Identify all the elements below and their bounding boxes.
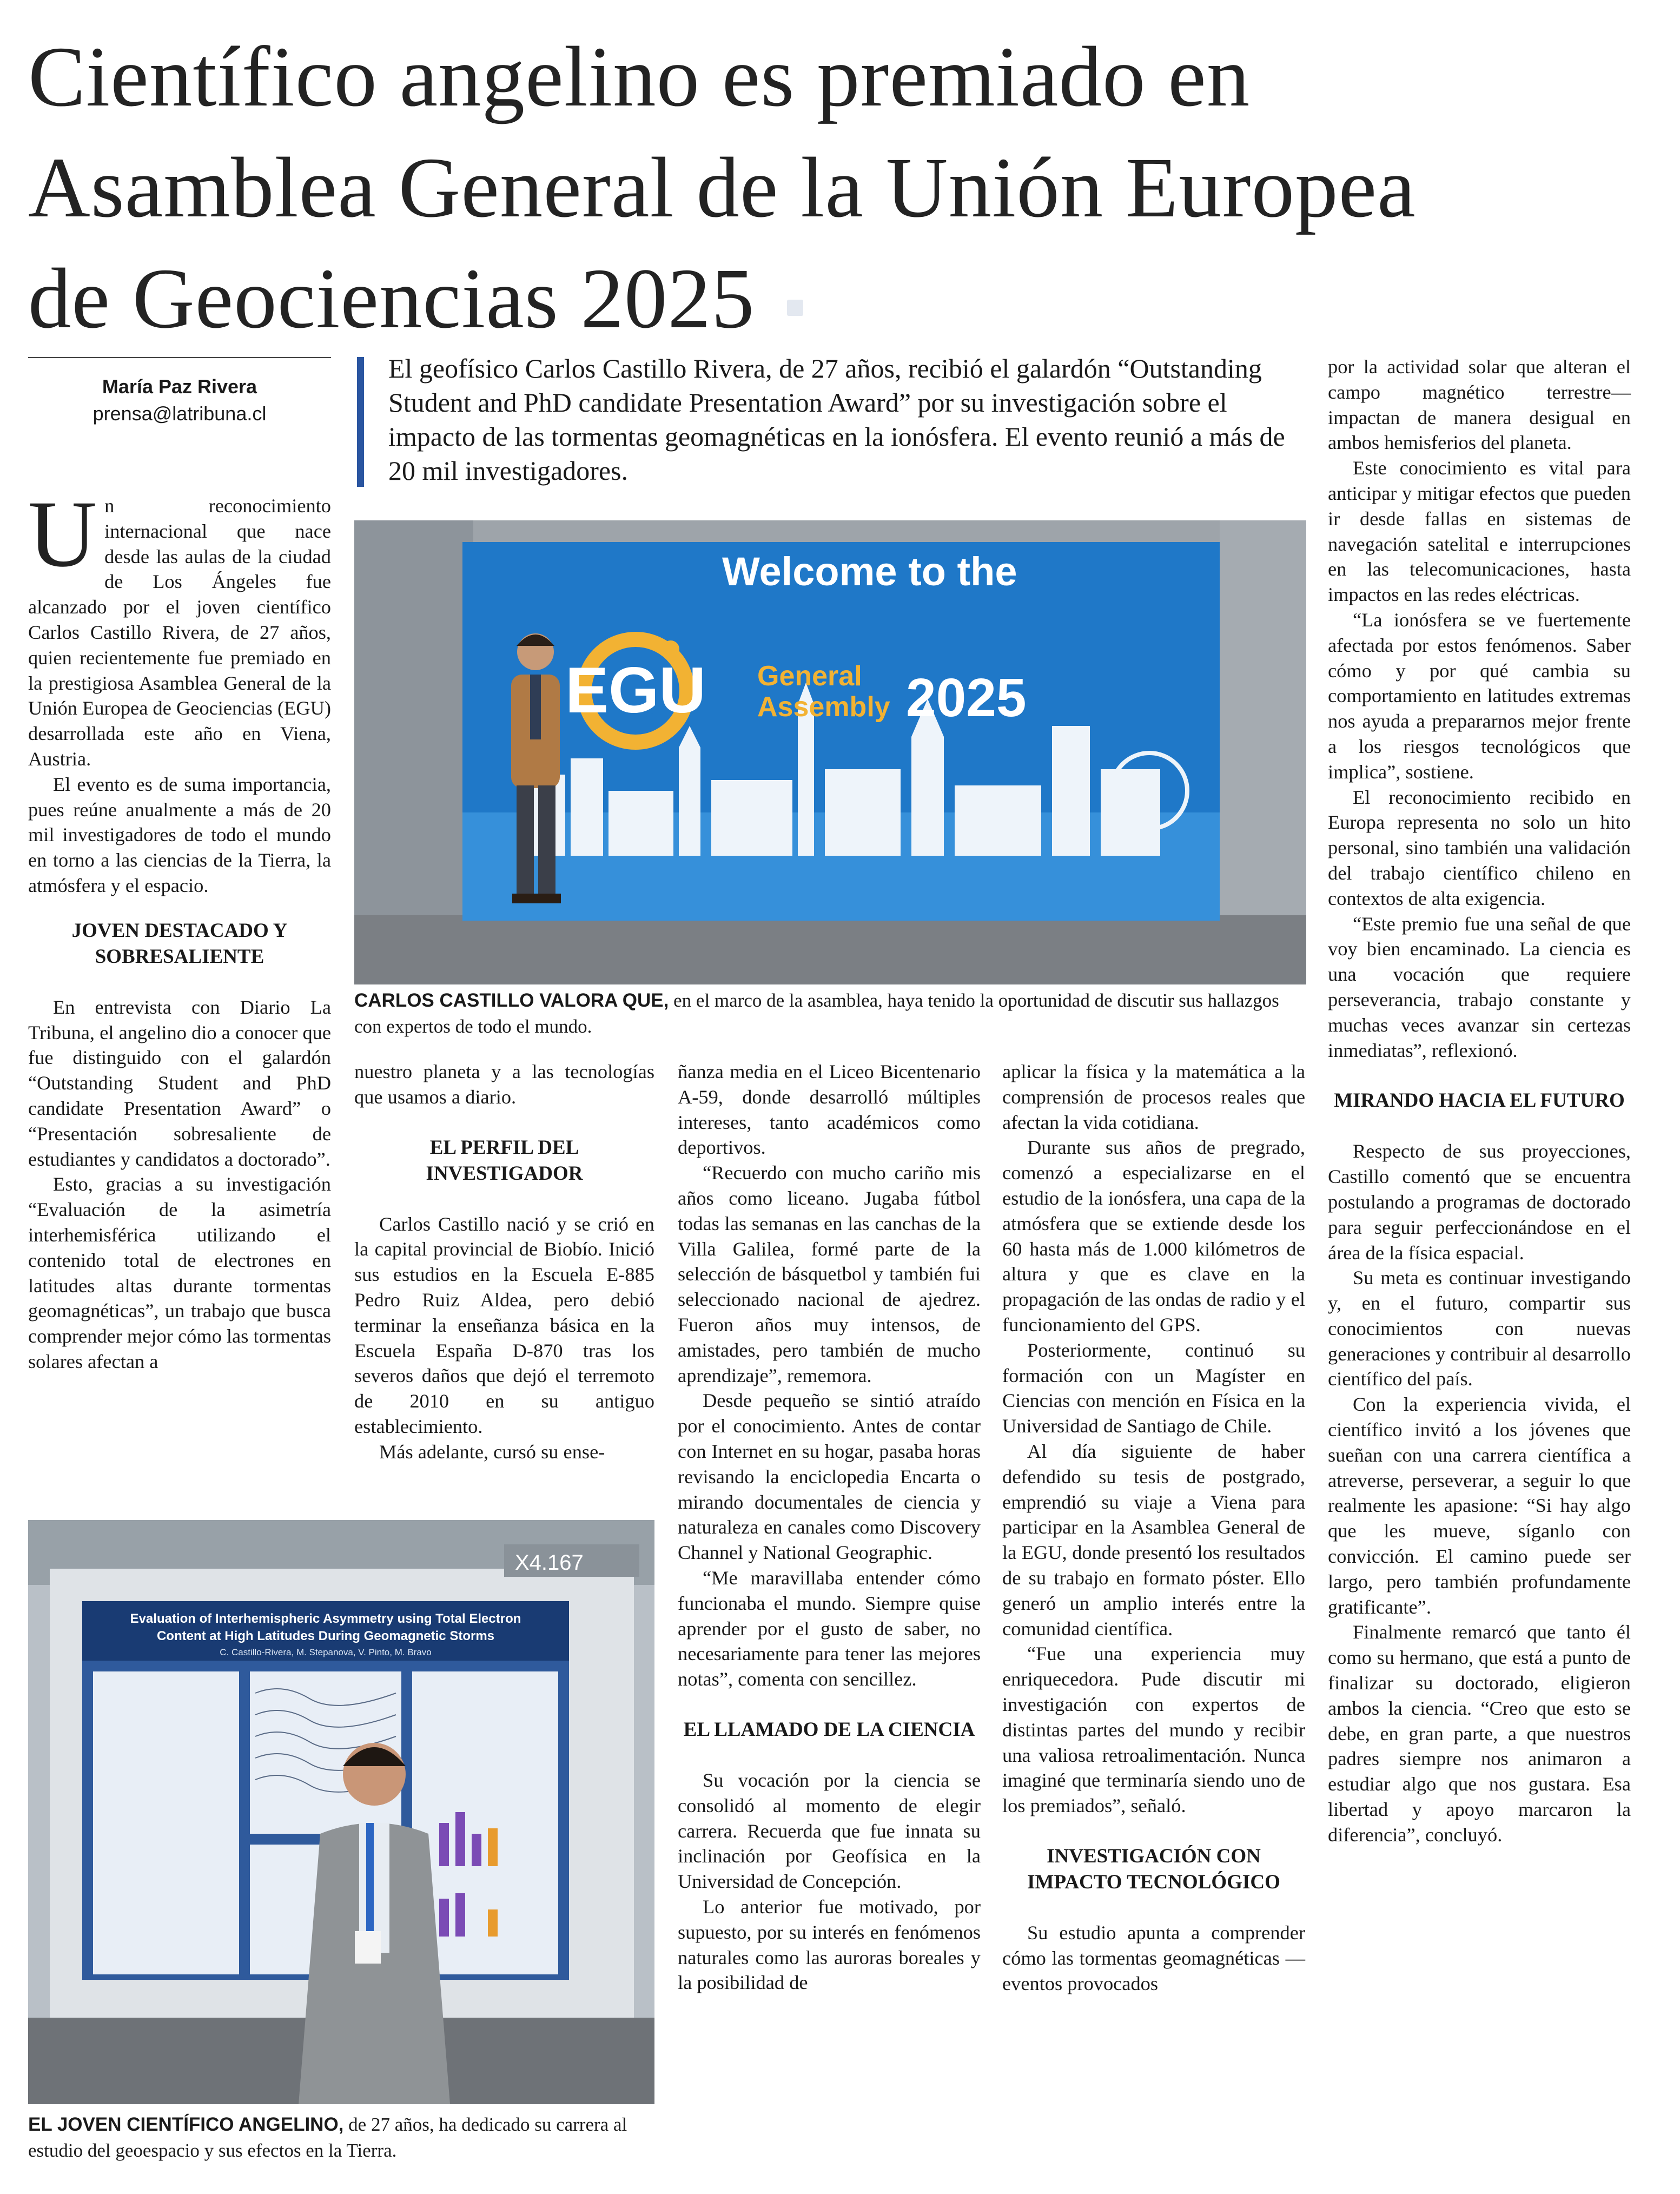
headline: [28, 22, 1629, 354]
col5-paragraph-6: Respecto de sus proyecciones, Castillo comentó que se encuentra postulando a programas de doctorado para seguir perfeccionándose en el área de la física espacial.: [1328, 1140, 1631, 1264]
col2-paragraph-3: Más adelante, cursó su ense-: [379, 1440, 605, 1463]
col1-paragraph-3: En entrevista con Diario La Tribuna, el angelino dio a conocer que fue distinguido con el galardón “Outstanding Student and PhD candidate Presentation Award” o “Presentación sobresaliente de estudiantes y candidatos a doctorado”.: [28, 996, 331, 1170]
col3-paragraph-1: ñanza media en el Liceo Bicentenario A-59, donde desarrolló múltiples intereses, tanto académicos como deportivos.: [678, 1061, 981, 1159]
col5-paragraph-3: “La ionósfera se ve fuertemente afectada por estos fenómenos. Saber cómo y por qué cambia su comportamiento en latitudes extremas nos ayuda a prepararnos mejor frente a los riesgos tecnológicos que implica”, sostiene.: [1328, 609, 1631, 783]
byline: [28, 357, 331, 427]
column-5: [1328, 354, 1631, 1848]
col5-paragraph-2: Este conocimiento es vital para anticipar y mitigar efectos que pueden ir desde fallas en sistemas de navegación satelital e interrupciones en las telecomunicaciones, hasta impactos en las redes eléctricas.: [1328, 457, 1631, 606]
photo1-caption-strong: CARLOS CASTILLO VALORA QUE,: [354, 990, 669, 1011]
poster-illustration: [28, 1520, 654, 2104]
lead-paragraph: El geofísico Carlos Castillo Rivera, de 27 años, recibió el galardón “Outstanding Student and PhD candidate Presentation Award” por su investigación sobre el impacto de las tormentas geomagnéticas en la ionósfera. El evento reunió a más de 20 mil investigadores.: [388, 353, 1285, 486]
col5-paragraph-8: Con la experiencia vivida, el científico invitó a los jóvenes que sueñan con una carrera científica a atreverse, perseverar, a seguir lo que realmente les apasione: “Si hay algo que les mueve, síganlo con convicción. El camino puede ser largo, pero también profundamente gratificante”.: [1328, 1393, 1631, 1618]
col3-paragraph-3: Desde pequeño se sintió atraído por el conocimiento. Antes de contar con Internet en su hogar, pasaba horas revisando la enciclopedia Encarta o mirando documentales de ciencia y naturaleza en canales como Discovery Channel y National Geographic.: [678, 1390, 981, 1564]
col4-paragraph-5: “Fue una experiencia muy enriquecedora. Pude discutir mi investigación con expertos de distintas partes del mundo y recibir una valiosa retroalimentación. Nunca imaginé que terminaría siendo uno de los premiados”, señaló.: [1002, 1643, 1305, 1817]
photo1-caption-text: en el marco de la asamblea, haya tenido la oportunidad de discutir sus hallazgos con expertos de todo el mundo.: [354, 990, 1279, 1037]
author-name: María Paz Rivera: [102, 375, 257, 398]
photo-egu-banner: [354, 520, 1306, 984]
col1-paragraph-2: El evento es de suma importancia, pues reúne anualmente a más de 20 mil investigadores de todo el mundo en torno a las ciencias de la Tierra, la atmósfera y el espacio.: [28, 773, 331, 896]
col5-paragraph-7: Su meta es continuar investigando y, en el futuro, compartir sus conocimientos con nuevas generaciones y contribuir al desarrollo científico del país.: [1328, 1267, 1631, 1390]
col4-subheading: INVESTIGACIÓN CON IMPACTO TECNOLÓGICO: [1027, 1845, 1280, 1893]
egu-banner-illustration: [354, 520, 1306, 984]
col4-paragraph-6: Su estudio apunta a comprender cómo las tormentas geomagnéticas —eventos provocados: [1002, 1921, 1305, 1994]
photo2-caption-strong: EL JOVEN CIENTÍFICO ANGELINO,: [28, 2114, 344, 2135]
board-number: X4.167: [515, 1551, 584, 1575]
col1-subheading: JOVEN DESTACADO Y SOBRESALIENTE: [71, 919, 288, 968]
column-1: [28, 481, 331, 1374]
egu-logo-text: EGU: [565, 654, 706, 726]
col5-paragraph-1: por la actividad solar que alteran el campo magnético terrestre— impactan de manera desigual en ambos hemisferios del planeta.: [1328, 356, 1631, 454]
photo2-caption: [28, 2112, 654, 2164]
col4-paragraph-3: Posteriormente, continuó su formación con un Magíster en Ciencias con mención en Física en la Universidad de Santiago de Chile.: [1002, 1339, 1305, 1437]
headline-line-2: Asamblea General de la Unión Europea: [28, 140, 1416, 235]
col4-paragraph-4: Al día siguiente de haber defendido su tesis de postgrado, emprendió su viaje a Viena para participar en la Asamblea General de la EGU, donde presentó los resultados de su trabajo en formato póster. Ello generó un amplio interés entre la comunidad científica.: [1002, 1440, 1305, 1640]
egu-year: 2025: [906, 668, 1027, 728]
lead-accent-bar: [357, 357, 364, 487]
headline-line-1: Científico angelino es premiado en: [28, 29, 1251, 124]
poster-title-1: Evaluation of Interhemispheric Asymmetry using Total Electron: [130, 1611, 521, 1626]
col5-subheading: MIRANDO HACIA EL FUTURO: [1334, 1089, 1625, 1112]
column-2: [354, 1059, 654, 1465]
photo2-caption-text: de 27 años, ha dedicado su carrera al estudio del geoespacio y sus efectos en la Tierra.: [28, 2114, 627, 2161]
column-3: [678, 1059, 981, 1995]
col3-paragraph-6: Lo anterior fue motivado, por supuesto, por su interés en fenómenos naturales como las auroras boreales y la posibilidad de: [678, 1895, 981, 1994]
col4-paragraph-1: aplicar la física y la matemática a la comprensión de procesos reales que afectan la vida cotidiana.: [1002, 1061, 1305, 1133]
col4-paragraph-2: Durante sus años de pregrado, comenzó a especializarse en el estudio de la ionósfera, una capa de la atmósfera que se extiende desde los 60 hasta más de 1.000 kilómetros de altura y que es clave en la propagación de las ondas de radio y el funcionamiento del GPS.: [1002, 1136, 1305, 1336]
col1-paragraph-1: Un reconocimiento internacional que nace desde las aulas de la ciudad de Los Ángeles fue alcanzado por el joven científico Carlos Castillo Rivera, de 27 años, quien recientemente fue premiado en la prestigiosa Asamblea General de la Unión Europea de Geociencias (EGU) desarrollada este año en Viena, Austria.: [28, 481, 331, 770]
col3-paragraph-2: “Recuerdo con mucho cariño mis años como liceano. Jugaba fútbol todas las semanas en las canchas de la Villa Galilea, formé parte de la selección de básquetbol y también fui seleccionado nacional de ajedrez. Fueron años muy intensos, de amistades, pero también de mucho aprendizaje”, rememora.: [678, 1162, 981, 1386]
photo1-caption: [354, 988, 1306, 1040]
author-email[interactable]: prensa@latribuna.cl: [92, 402, 267, 425]
col3-paragraph-4: “Me maravillaba entender cómo funcionaba el mundo. Siempre quise aprender por el gusto de saber, no necesariamente para tener las mejores notas”, comenta con sencillez.: [678, 1567, 981, 1690]
col2-paragraph-2: Carlos Castillo nació y se crió en la capital provincial de Biobío. Inició sus estudios en la Escuela E-885 Pedro Ruiz Aldea, pero debió terminar la enseñanza básica en la Escuela España D-870 tras los severos daños que dejó el terremoto de 2010 en su antiguo establecimiento.: [354, 1213, 654, 1437]
headline-line-3: de Geociencias 2025: [28, 251, 755, 346]
poster-title-2: Content at High Latitudes During Geomagnetic Storms: [156, 1629, 495, 1643]
photo-poster: [28, 1520, 654, 2104]
col2-subheading: EL PERFIL DEL INVESTIGADOR: [426, 1136, 583, 1185]
poster-authors: C. Castillo-Rivera, M. Stepanova, V. Pinto, M. Bravo: [220, 1647, 432, 1657]
col3-paragraph-5: Su vocación por la ciencia se consolidó al momento de elegir carrera. Recuerda que fue innata su inclinación por Geofísica en la Universidad de Concepción.: [678, 1769, 981, 1893]
drop-cap: U: [28, 481, 97, 587]
col5-paragraph-5: “Este premio fue una señal de que voy bien encaminado. La ciencia es una vocación que requiere perseverancia, trabajo constante y muchas veces avanzar sin certezas inmediatas”, reflexionó.: [1328, 913, 1631, 1061]
col5-paragraph-9: Finalmente remarcó que tanto él como su hermano, que está a punto de finalizar su doctorado, eligieron ambos la ciencia. “Creo que esto se debe, en gran parte, a que nuestros padres siempre nos animaron a estudiar algo que nos gustara. Esa libertad y apoyo marcaron la diferencia”, concluyó.: [1328, 1621, 1631, 1846]
note-icon: [787, 300, 803, 316]
col3-subheading: EL LLAMADO DE LA CIENCIA: [683, 1718, 975, 1741]
column-4: [1002, 1059, 1305, 1996]
egu-logo-general: General: [757, 660, 862, 692]
col2-paragraph-1: nuestro planeta y a las tecnologías que usamos a diario.: [354, 1061, 654, 1108]
col5-paragraph-4: El reconocimiento recibido en Europa representa no solo un hito personal, sino también una validación del trabajo científico chileno en contextos de alta exigencia.: [1328, 786, 1631, 909]
banner-welcome-text: Welcome to the: [722, 549, 1017, 594]
egu-logo-assembly: Assembly: [757, 691, 890, 723]
col1-paragraph-4: Esto, gracias a su investigación “Evaluación de la asimetría interhemisférica utilizando el contenido total de electrones en latitudes altas durante tormentas geomagnéticas”, un trabajo que busca comprender mejor cómo las tormentas solares afectan a: [28, 1173, 331, 1372]
